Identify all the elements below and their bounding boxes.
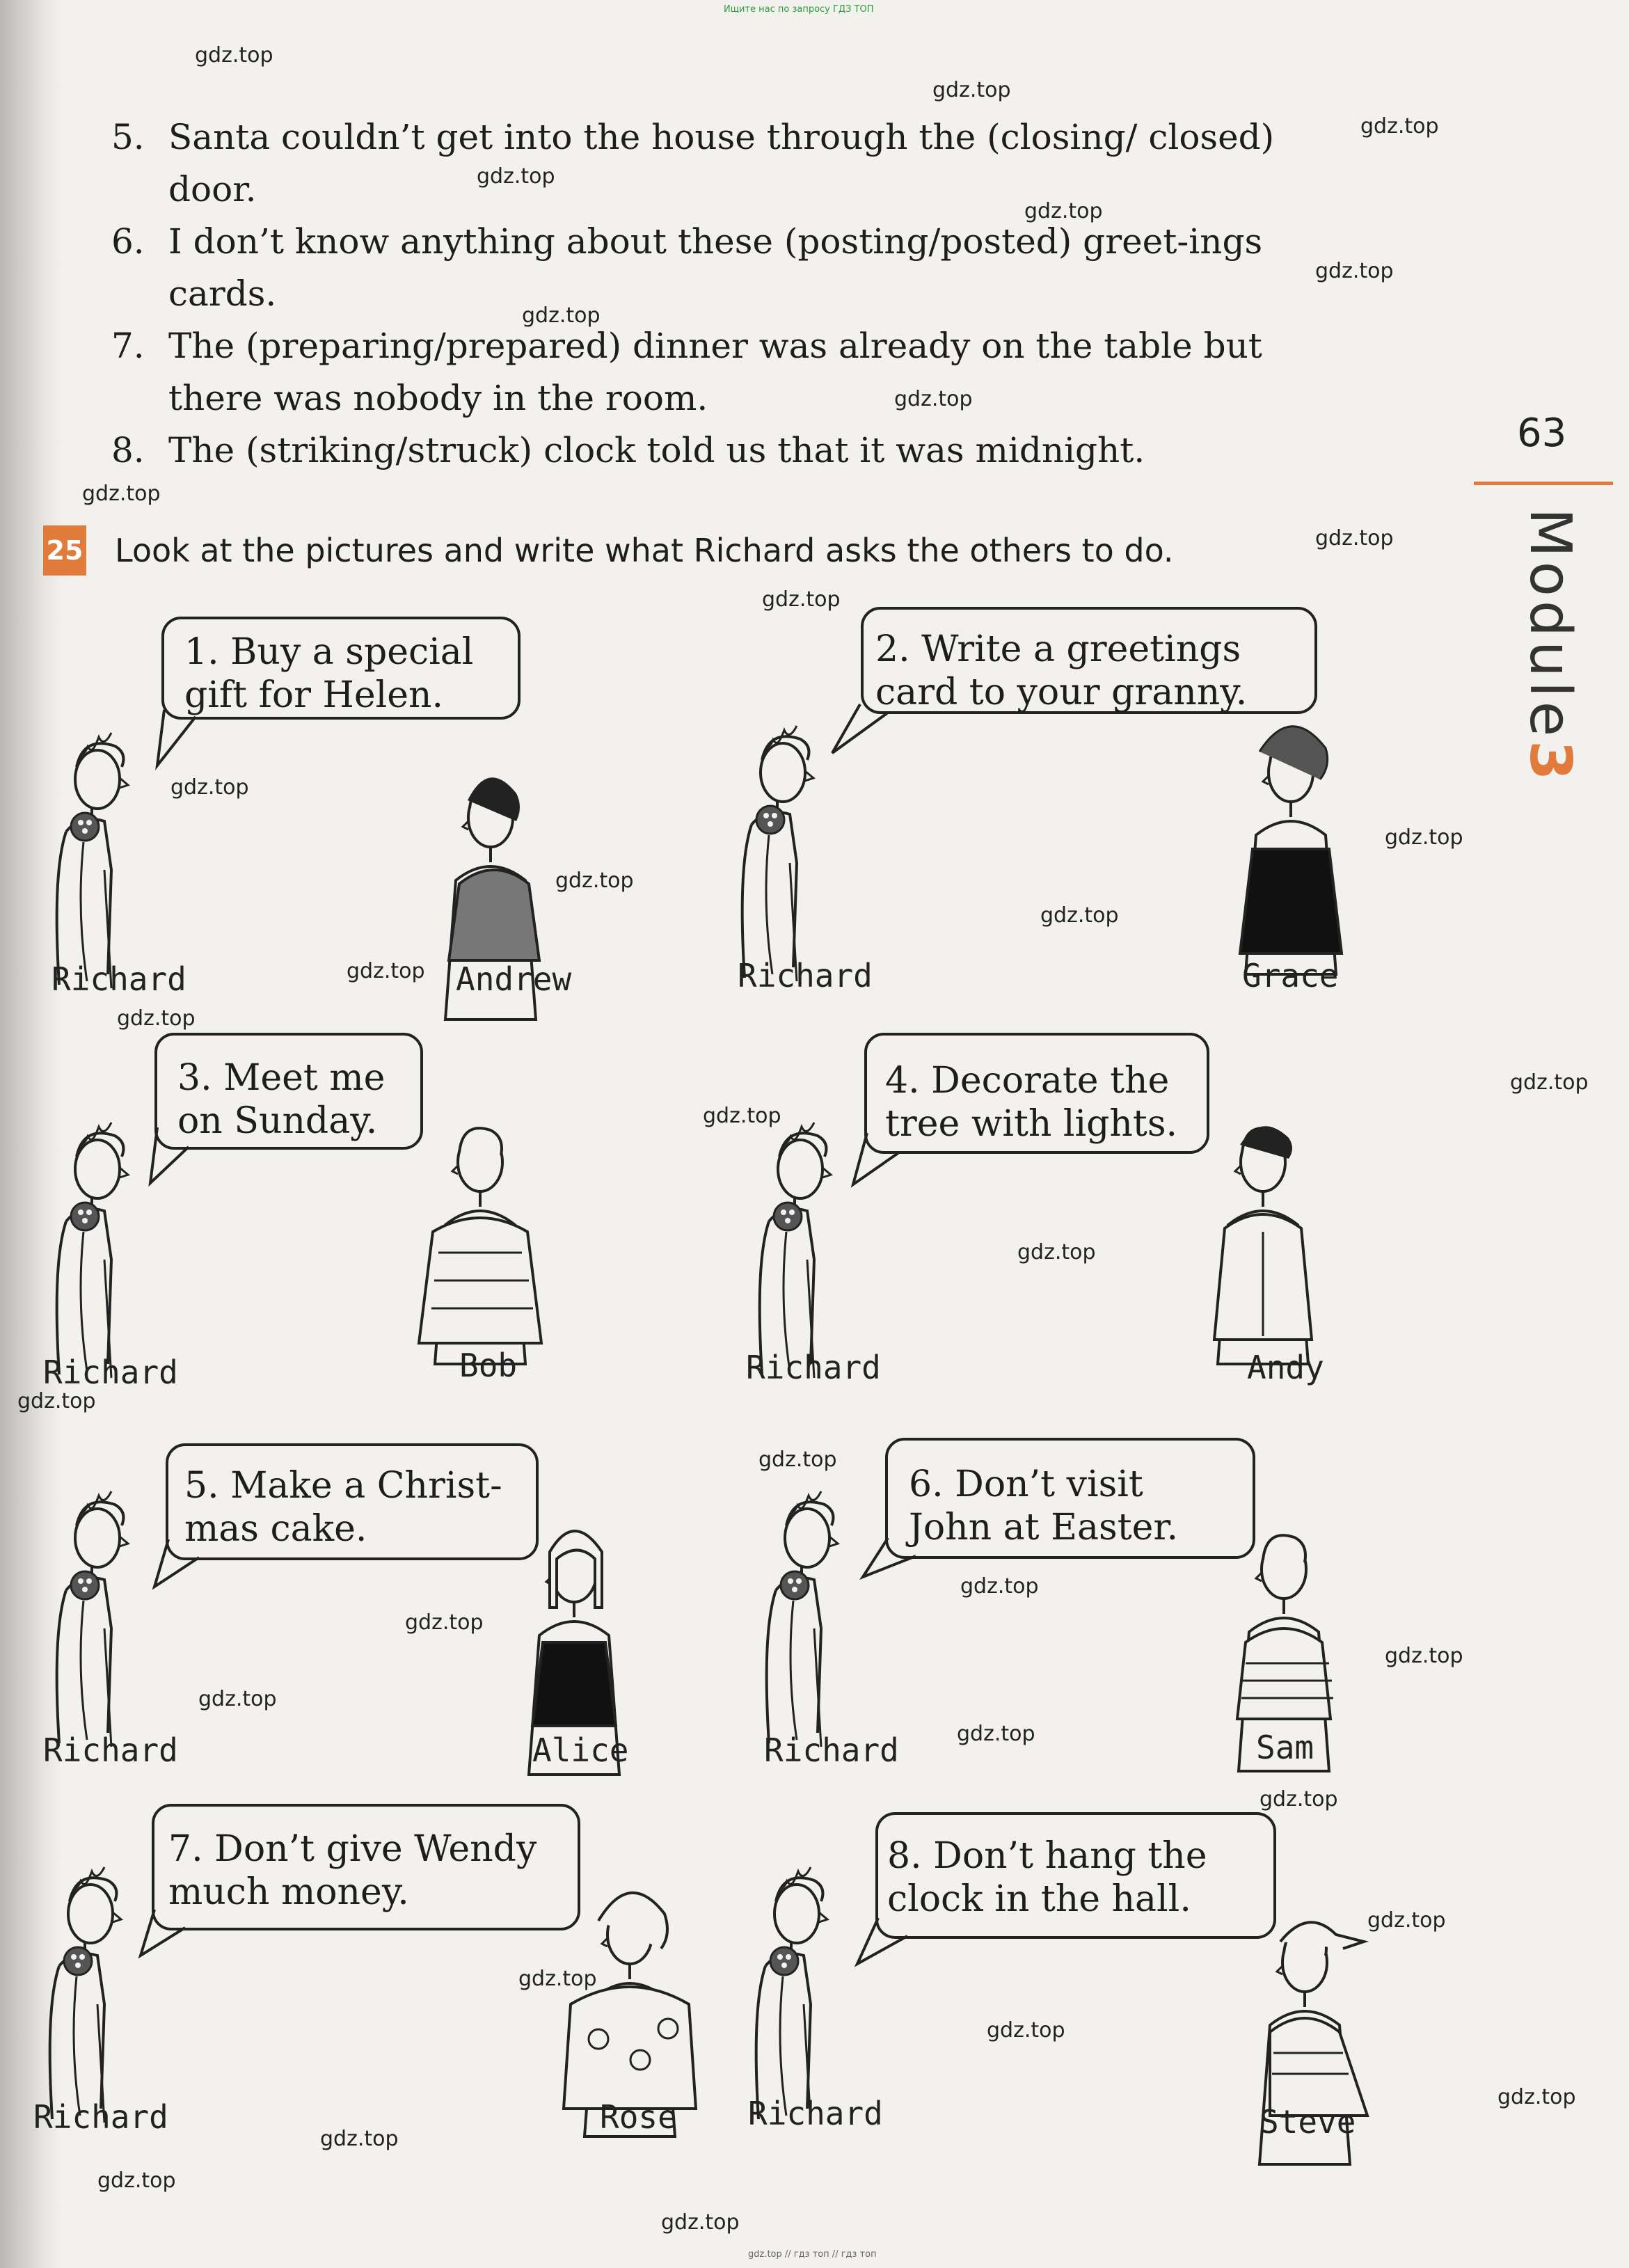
watermark: gdz.top [703, 1104, 781, 1128]
character-name: Bob [459, 1347, 518, 1384]
speech-bubble-6-text: 6. Don’t visit John at Easter. [909, 1464, 1179, 1548]
figure-richard [57, 1123, 128, 1378]
watermark: gdz.top [1040, 903, 1119, 928]
character-name: Andy [1247, 1349, 1324, 1386]
watermark: gdz.top [1497, 2085, 1576, 2109]
module-word: Module [1517, 508, 1583, 741]
speech-bubble-3-text: 3. Meet me on Sunday. [177, 1057, 386, 1142]
character-name: Richard [43, 1731, 178, 1769]
top-note: Ищите нас по запросу ГДЗ ТОП [724, 4, 874, 15]
exercise-instruction: Look at the pictures and write what Richard asks the others to do. [115, 532, 1174, 569]
speech-bubble-1-text: 1. Buy a special gift for Helen. [184, 631, 474, 716]
sentence-text: The (preparing/prepared) dinner was already on the table but there was nobody in the room. [168, 326, 1262, 418]
sentence-text: The (striking/struck) clock told us that it was midnight. [168, 430, 1145, 470]
watermark: gdz.top [1024, 199, 1103, 223]
sentence-number: 7. [111, 326, 145, 366]
figure-grace [1240, 727, 1342, 974]
character-name: Richard [43, 1354, 178, 1391]
watermark: gdz.top [170, 775, 249, 800]
character-name: Richard [746, 1349, 881, 1386]
watermark: gdz.top [477, 164, 555, 189]
figure-richard [767, 1491, 838, 1747]
figure-bob [419, 1128, 541, 1364]
figure-richard [760, 1123, 831, 1378]
watermark: gdz.top [518, 1967, 597, 1991]
watermark: gdz.top [894, 387, 973, 411]
watermark: gdz.top [195, 43, 273, 68]
exercise-number-badge: 25 [43, 525, 86, 576]
sentence-number: 8. [111, 430, 145, 470]
sentence-text: I don’t know anything about these (posting/posted) greet-ings cards. [168, 221, 1263, 314]
character-name: Richard [51, 960, 186, 998]
character-name: Rose [600, 2098, 677, 2136]
watermark: gdz.top [932, 78, 1011, 102]
figure-richard [50, 1867, 121, 2123]
watermark: gdz.top [97, 2168, 176, 2193]
character-name: Sam [1256, 1729, 1314, 1766]
speech-bubble-2-text: 2. Write a greetings card to your granny. [875, 628, 1248, 713]
watermark: gdz.top [1315, 526, 1394, 550]
speech-bubble-8-text: 8. Don’t hang the clock in the hall. [887, 1835, 1207, 1920]
figure-richard [57, 733, 128, 988]
figure-andy [1214, 1126, 1312, 1364]
page-number: 63 [1517, 411, 1567, 456]
character-name: Richard [764, 1731, 899, 1769]
watermark: gdz.top [1385, 1644, 1463, 1668]
figure-richard [756, 1867, 827, 2123]
figure-richard [742, 726, 813, 981]
watermark: gdz.top [758, 1448, 837, 1472]
watermark: gdz.top [1315, 259, 1394, 283]
watermark: gdz.top [82, 482, 161, 506]
watermark: gdz.top [987, 2018, 1065, 2043]
speech-bubble-4-text: 4. Decorate the tree with lights. [885, 1060, 1178, 1145]
sentence-text: Santa couldn’t get into the house through the (closing/ closed) door. [168, 117, 1275, 209]
watermark: gdz.top [320, 2127, 399, 2151]
character-name: Richard [748, 2095, 883, 2132]
watermark: gdz.top [17, 1389, 96, 1413]
watermark: gdz.top [1360, 114, 1439, 138]
character-name: Andrew [456, 960, 572, 998]
figure-richard [57, 1491, 128, 1747]
character-name: Steve [1260, 2103, 1356, 2141]
watermark: gdz.top [117, 1006, 196, 1031]
character-name: Richard [738, 957, 873, 994]
watermark: gdz.top [1367, 1908, 1446, 1933]
speech-bubble-5-text: 5. Make a Christ- mas cake. [184, 1465, 502, 1550]
watermark: gdz.top [661, 2210, 740, 2235]
sentence-number: 5. [111, 117, 145, 157]
speech-bubble-7-text: 7. Don’t give Wendy much money. [168, 1828, 537, 1913]
watermark: gdz.top [405, 1610, 484, 1635]
character-name: Grace [1242, 957, 1339, 994]
character-name: Richard [33, 2098, 168, 2136]
watermark: gdz.top [198, 1687, 277, 1711]
watermark: gdz.top [347, 959, 425, 983]
sentence-number: 6. [111, 221, 145, 262]
watermark: gdz.top [957, 1722, 1035, 1746]
watermark: gdz.top [1385, 825, 1463, 850]
bottom-note: gdz.top // гдз топ // гдз топ [748, 2249, 877, 2260]
watermark: gdz.top [555, 869, 634, 893]
module-number: 3 [1517, 740, 1583, 785]
character-name: Alice [532, 1731, 629, 1769]
watermark: gdz.top [1510, 1070, 1589, 1095]
watermark: gdz.top [522, 303, 601, 328]
watermark: gdz.top [1017, 1240, 1096, 1264]
watermark: gdz.top [762, 587, 841, 612]
watermark: gdz.top [960, 1574, 1039, 1599]
watermark: gdz.top [1260, 1787, 1338, 1811]
